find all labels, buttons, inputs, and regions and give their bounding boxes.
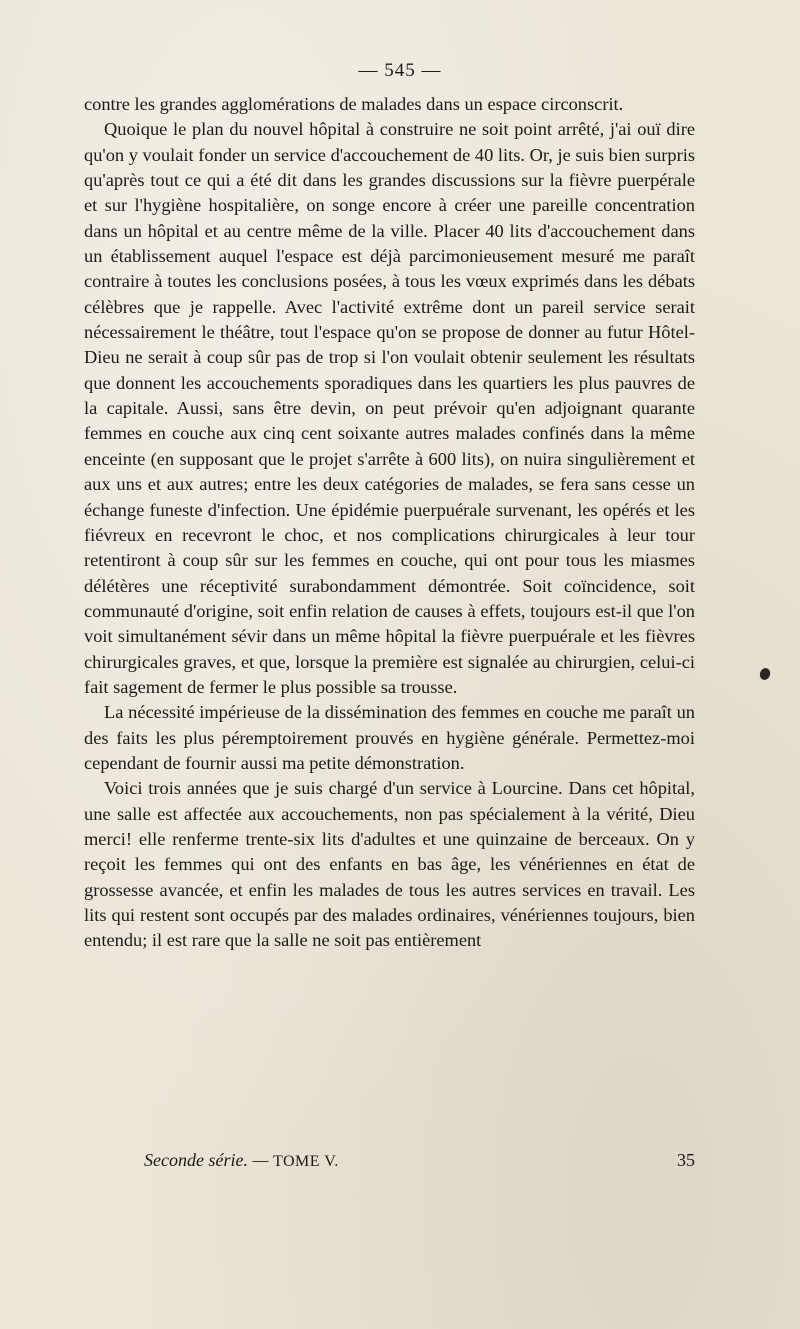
ink-speck [758,667,772,682]
footer-series [144,1150,339,1171]
footer-tome: TOME V. [272,1153,339,1170]
paragraph-1: contre les grandes agglomérations de malades dans un espace circonscrit. [84,94,624,114]
footer-signature: 35 [677,1150,695,1170]
footer-series-label: Seconde série. — [144,1150,269,1170]
paragraph-3: La nécessité impérieuse de la dissémination des femmes en couche me paraît un des faits les plus péremptoirement prouvés en hygiène générale. Permettez-moi cependant de fournir aussi ma petite démonstration. [84,702,695,773]
page-footer [84,1150,695,1176]
paragraph-4: Voici trois années que je suis chargé d'un service à Lourcine. Dans cet hôpital, une salle est affectée aux accouchements, non pas spécialement à la vérité, Dieu merci! elle renferme trente-six lits d'adultes et une quinzaine de berceaux. On y reçoit les femmes qui ont des enfants en bas âge, les vénériennes en état de grossesse avancée, et enfin les malades de tous les autres services en travail. Les lits qui restent sont occupés par des malades ordinaires, vénériennes toujours, bien entendu; il est rare que la salle ne soit pas entièrement [84,778,695,951]
page-number: — 545 — [358,60,442,81]
paragraph-2: Quoique le plan du nouvel hôpital à construire ne soit point arrêté, j'ai ouï dire qu'on y voulait fonder un service d'accouchement de 40 lits. Or, je suis bien surpris qu'après tout ce qui a été dit dans les grandes discussions sur la fièvre puerpérale et sur l'hygiène hospitalière, on songe encore à créer une pareille concentration dans un hôpital et au centre même de la ville. Placer 40 lits d'accouchement dans un établissement auquel l'espace est déjà parcimonieusement mesuré me paraît contraire à toutes les conclusions posées, à tous les vœux exprimés dans les débats célèbres que je rappelle. Avec l'activité extrême dont un pareil service serait nécessairement le théâtre, tout l'espace qu'on se propose de donner au futur Hôtel-Dieu ne serait à coup sûr pas de trop si l'on voulait obtenir seulement les résultats que donnent les accouchements sporadiques dans les quartiers les plus pauvres de la capitale. Aussi, sans être devin, on peut prévoir qu'en adjoignant quarante femmes en couche aux cinq cent soixante autres malades confinés dans la même enceinte (en supposant que le projet s'arrête à 600 lits), on nuira singulièrement et aux uns et aux autres; entre les deux catégories de malades, se fera sans cesse un échange funeste d'infection. Une épidémie puerpuérale survenant, les opérés et les fiévreux en recevront le choc, et nos complications chirurgicales à leur tour retentiront à coup sûr sur les femmes en couche, qui ont pour tous les miasmes délétères une réceptivité surabondamment démontrée. Soit coïncidence, soit communauté d'origine, soit enfin relation de causes à effets, toujours est-il que l'on voit simultanément sévir dans un même hôpital la fièvre puerpuérale et les fièvres chirurgicales graves, et que, lorsque la première est signalée au chirurgien, celui-ci fait sagement de fermer le plus possible sa trousse. [84,119,695,697]
body-text [84,92,695,954]
